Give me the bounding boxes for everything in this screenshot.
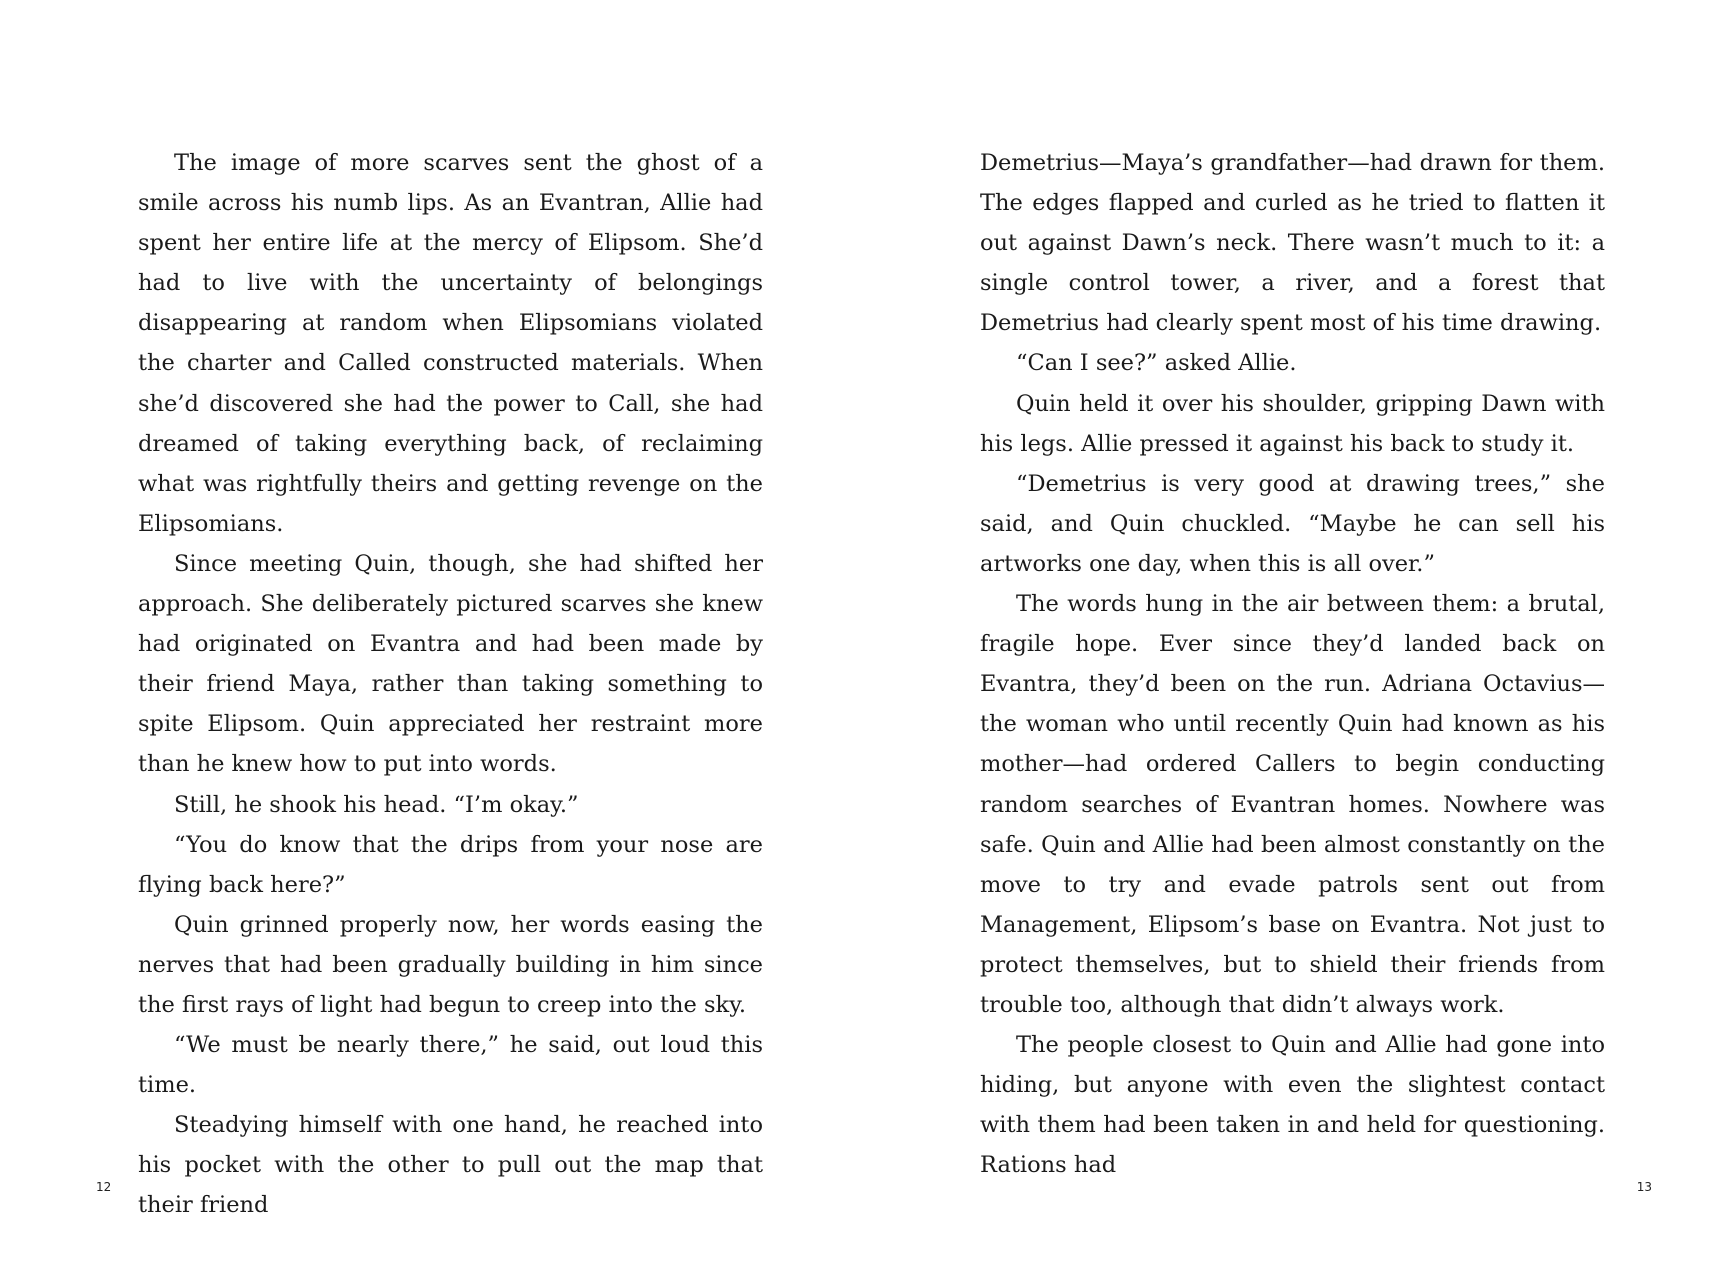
left-paragraph-4: “You do know that the drips from your nose are flying back here?” [138,831,763,898]
right-paragraph-6: The people closest to Quin and Allie had gone into hiding, but anyone with even the slightest contact with them had been taken in and held for questioning. Rations had [980,1032,1605,1179]
left-paragraph-6: “We must be nearly there,” he said, out loud this time. [138,1032,763,1099]
right-paragraph-1: Demetrius—Maya’s grandfather—had drawn for them. The edges flapped and curled as he tried to flatten it out against Dawn’s neck. There wasn’t much to it: a single control tower, a river, and a forest that Demetrius had clearly spent most of his time drawing. [980,150,1605,337]
right-page [867,0,1734,1284]
left-paragraph-5: Quin grinned properly now, her words easing the nerves that had been gradually building in him since the first rays of light had begun to creep into the sky. [138,911,763,1018]
right-paragraph-4: “Demetrius is very good at drawing trees,” she said, and Quin chuckled. “Maybe he can sell his artworks one day, when this is all over.” [980,470,1605,577]
right-page-number: 13 [1636,1180,1652,1194]
left-paragraph-2: Since meeting Quin, though, she had shifted her approach. She deliberately pictured scarves she knew had originated on Evantra and had been made by their friend Maya, rather than taking something to spite Elipsom. Quin appreciated her restraint more than he knew how to put into words. [138,550,763,778]
left-page-number: 12 [96,1180,112,1194]
left-page-body [138,143,763,1226]
right-paragraph-2: “Can I see?” asked Allie. [1016,350,1297,377]
left-paragraph-7: Steadying himself with one hand, he reached into his pocket with the other to pull out the map that their friend [138,1112,763,1219]
right-paragraph-3: Quin held it over his shoulder, gripping Dawn with his legs. Allie pressed it against his back to study it. [980,390,1605,457]
right-paragraph-5: The words hung in the air between them: a brutal, fragile hope. Ever since they’d landed back on Evantra, they’d been on the run. Adriana Octavius—the woman who until recently Quin had known as his mother—had ordered Callers to begin conducting random searches of Evantran homes. Nowhere was safe. Quin and Allie had been almost constantly on the move to try and evade patrols sent out from Management, Elipsom’s base on Evantra. Not just to protect themselves, but to shield their friends from trouble too, although that didn’t always work. [980,591,1605,1018]
left-paragraph-3: Still, he shook his head. “I’m okay.” [174,791,579,818]
right-page-body [980,143,1605,1185]
left-paragraph-1: The image of more scarves sent the ghost of a smile across his numb lips. As an Evantran, Allie had spent her entire life at the mercy of Elipsom. She’d had to live with the uncertainty of belongings disappearing at random when Elipsomians violated the charter and Called constructed materials. When she’d discovered she had the power to Call, she had dreamed of taking everything back, of reclaiming what was rightfully theirs and getting revenge on the Elipsomians. [138,150,763,537]
